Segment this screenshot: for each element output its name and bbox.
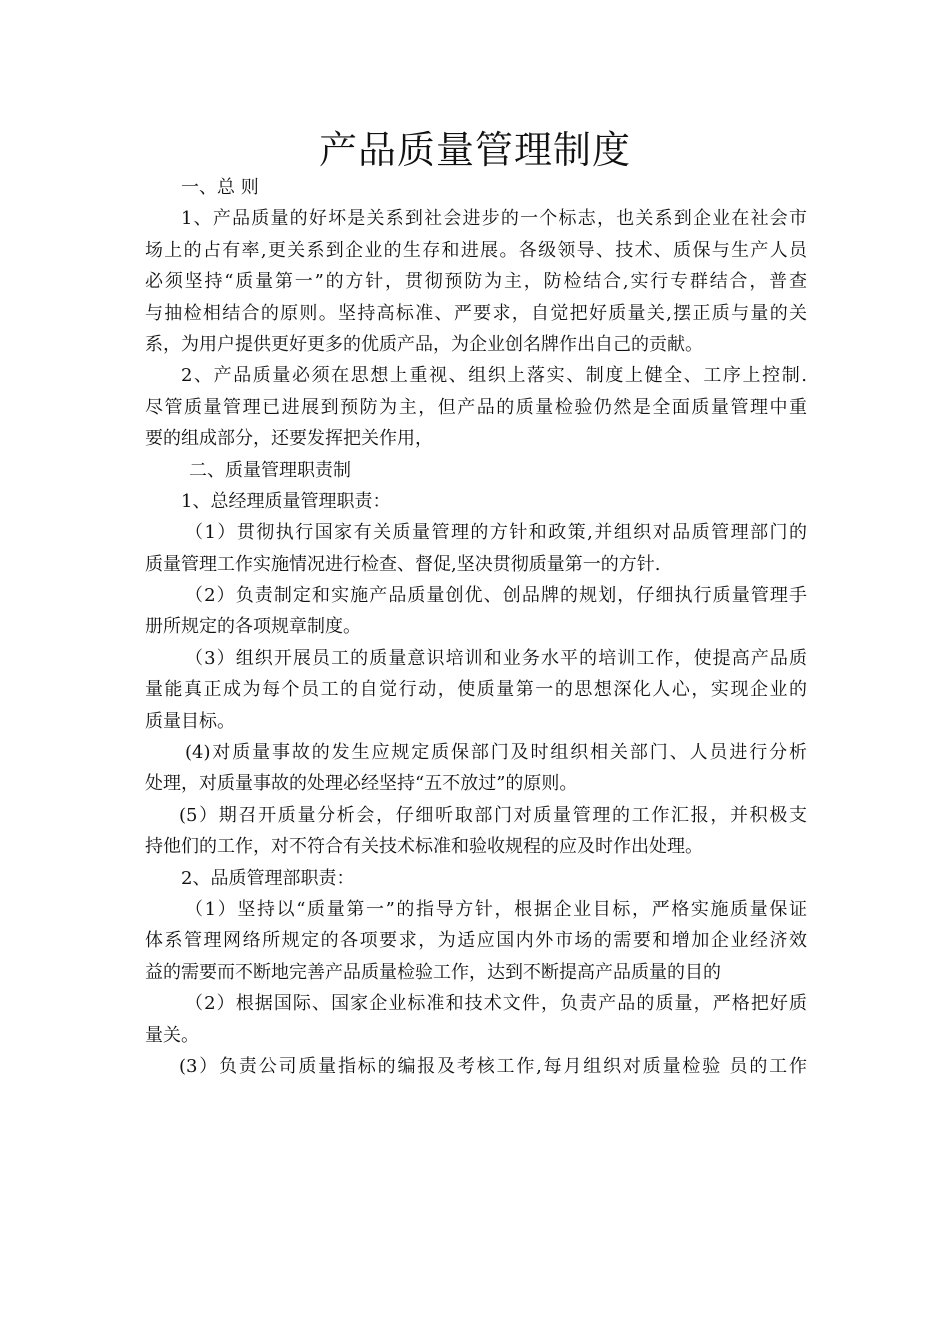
subsection-heading: 1、总经理质量管理职责： (181, 490, 391, 512)
paragraph-line: 要的组成部分，还要发挥把关作用， (145, 428, 433, 450)
paragraph-line: 益的需要而不断地完善产品质量检验工作，达到不断提高产品质量的目的 (145, 961, 721, 983)
document-body (145, 172, 807, 1082)
paragraph-line: （2）根据国际、国家企业标准和技术文件，负责产品的质量，严格把好质 (185, 993, 807, 1015)
paragraph-line: (3）负责公司质量指标的编报及考核工作,每月组织对质量检验 员的工作 (179, 1055, 807, 1077)
section-heading-general: 一、总 则 (181, 177, 259, 198)
paragraph-line: （2）负责制定和实施产品质量创优、创品牌的规划，仔细执行质量管理手 (185, 585, 807, 607)
paragraph-line: 1、产品质量的好坏是关系到社会进步的一个标志，也关系到企业在社会市 (181, 208, 807, 230)
subsection-heading: 2、品质管理部职责： (181, 867, 355, 889)
paragraph-line: (4)对质量事故的发生应规定质保部门及时组织相关部门、人员进行分析 (185, 742, 807, 764)
paragraph-line: 质量管理工作实施情况进行检查、督促,坚决贯彻质量第一的方针. (145, 553, 661, 575)
section-heading-responsibility: 二、质量管理职责制 (189, 459, 351, 481)
paragraph-line: 必须坚持“质量第一”的方针，贯彻预防为主，防检结合,实行专群结合，普查 (145, 271, 807, 293)
paragraph-line: 系，为用户提供更好更多的优质产品，为企业创名牌作出自己的贡献。 (145, 333, 703, 355)
paragraph-line: 尽管质量管理已进展到预防为主，但产品的质量检验仍然是全面质量管理中重 (145, 396, 807, 418)
paragraph-line: 体系管理网络所规定的各项要求，为适应国内外市场的需要和增加企业经济效 (145, 930, 807, 952)
paragraph-line: 质量目标。 (145, 710, 235, 732)
paragraph-line: 量能真正成为每个员工的自觉行动，使质量第一的思想深化人心，实现企业的 (145, 679, 807, 701)
paragraph-line: 2、产品质量必须在思想上重视、组织上落实、制度上健全、工序上控制. (181, 365, 807, 387)
paragraph-line: 处理，对质量事故的处理必经坚持“五不放过”的原则。 (145, 773, 578, 795)
paragraph-line: （1）贯彻执行国家有关质量管理的方针和政策,并组织对品质管理部门的 (185, 522, 807, 544)
paragraph-line: 持他们的工作，对不符合有关技术标准和验收规程的应及时作出处理。 (145, 836, 703, 858)
paragraph-line: （3）组织开展员工的质量意识培训和业务水平的培训工作，使提高产品质 (185, 647, 807, 669)
paragraph-line: 册所规定的各项规章制度。 (145, 616, 361, 638)
paragraph-line: (5）期召开质量分析会，仔细听取部门对质量管理的工作汇报，并积极支 (179, 804, 807, 826)
paragraph-line: 量关。 (145, 1024, 199, 1046)
paragraph-line: （1）坚持以“质量第一”的指导方针，根据企业目标，严格实施质量保证 (185, 898, 807, 920)
document-title: 产品质量管理制度 (318, 128, 631, 172)
paragraph-line: 场上的占有率,更关系到企业的生存和进展。各级领导、技术、质保与生产人员 (145, 239, 807, 261)
paragraph-line: 与抽检相结合的原则。坚持高标准、严要求，自觉把好质量关,摆正质与量的关 (145, 302, 807, 324)
